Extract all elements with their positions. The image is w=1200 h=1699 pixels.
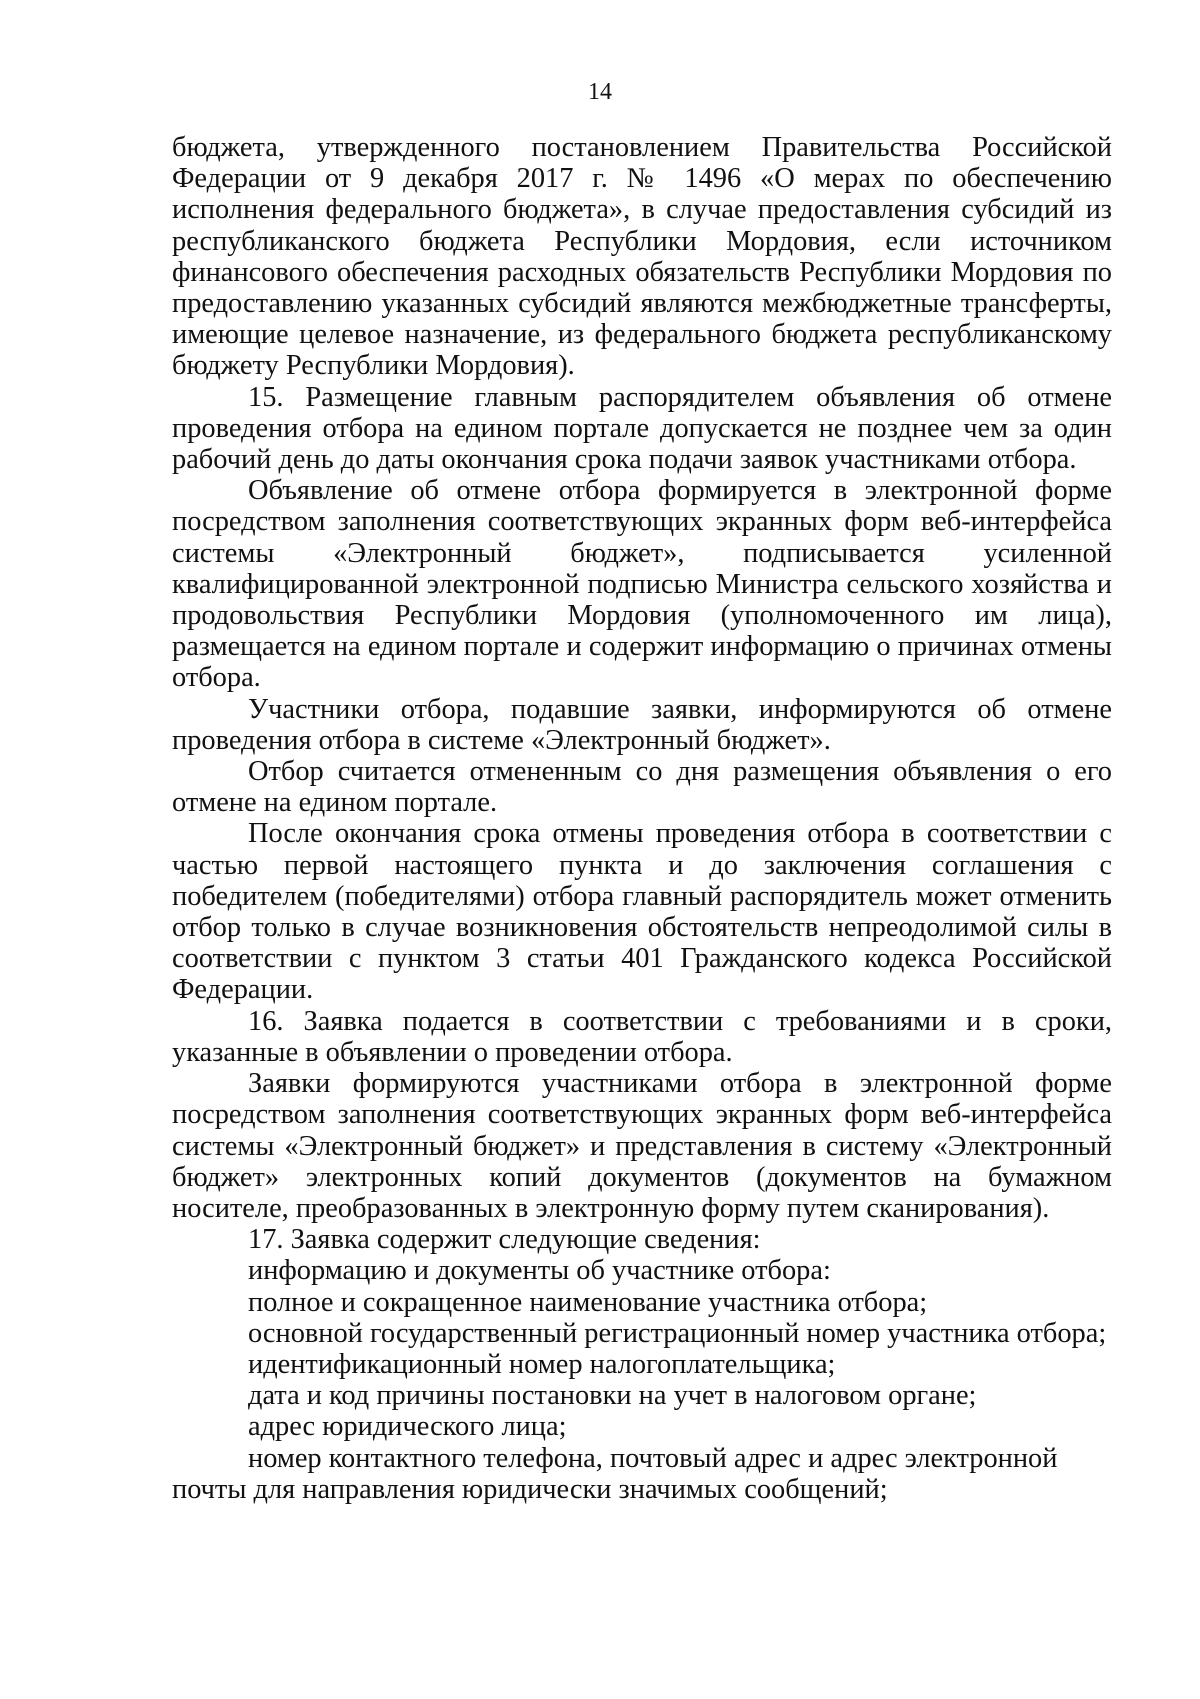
- paragraph-selection-cancelled: Отбор считается отмененным со дня размещения объявления о его отмене на едином портале.: [172, 756, 1112, 819]
- page-number: 14: [588, 79, 612, 105]
- paragraph-item-16: 16. Заявка подается в соответствии с требованиями и в сроки, указанные в объявлении о проведении отбора.: [172, 1005, 1112, 1068]
- list-item-ogrn: основной государственный регистрационный номер участника отбора;: [248, 1317, 1107, 1349]
- paragraph-item-15: 15. Размещение главным распорядителем объявления об отмене проведения отбора на едином портале допускается не позднее чем за один рабочий день до даты окончания срока подачи заявок участниками отбора.: [172, 381, 1112, 476]
- paragraph-participants-informed: Участники отбора, подавшие заявки, информируются об отмене проведения отбора в системе «Электронный бюджет».: [172, 693, 1112, 756]
- paragraph-cancellation-announcement: Объявление об отмене отбора формируется в электронной форме посредством заполнения соответствующих экранных форм веб-интерфейса системы «Электронный бюджет», подписывается усиленной квалифицированной электронной подписью Министра сельского хозяйства и продовольствия Республики Мордовия (уполномоченного им лица), размещается на едином портале и содержит информацию о причинах отмены отбора.: [172, 475, 1112, 694]
- paragraph-item-17: 17. Заявка содержит следующие сведения:: [248, 1224, 761, 1256]
- paragraph-applications-formed: Заявки формируются участниками отбора в электронной форме посредством заполнения соответствующих экранных форм веб-интерфейса системы «Электронный бюджет» и представления в систему «Электронный бюджет» электронных копий документов (документов на бумажном носителе, преобразованных в электронную форму путем сканирования).: [172, 1068, 1112, 1224]
- paragraph-budget-continuation: бюджета, утвержденного постановлением Правительства Российской Федерации от 9 декабря 2017 г. № 1496 «О мерах по обеспечению исполнения федерального бюджета», в случае предоставления субсидий из республиканского бюджета Республики Мордовия, если источником финансового обеспечения расходных обязательств Республики Мордовия по предоставлению указанных субсидий являются межбюджетные трансферты, имеющие целевое назначение, из федерального бюджета республиканскому бюджету Республики Мордовия).: [172, 132, 1112, 382]
- list-item-legal-address: адрес юридического лица;: [248, 1411, 567, 1443]
- list-item-inn: идентификационный номер налогоплательщика;: [248, 1348, 836, 1380]
- list-item-contacts: номер контактного телефона, почтовый адрес и адрес электронной почты для направления юридически значимых сообщений;: [172, 1442, 1058, 1505]
- list-item-full-name: полное и сокращенное наименование участника отбора;: [248, 1286, 928, 1318]
- document-body: [172, 132, 1112, 1505]
- list-item-tax-registration: дата и код причины постановки на учет в налоговом органе;: [248, 1380, 977, 1412]
- list-item-participant-info: информацию и документы об участнике отбора:: [248, 1255, 831, 1287]
- paragraph-force-majeure: После окончания срока отмены проведения отбора в соответствии с частью первой настоящего пункта и до заключения соглашения с победителем (победителями) отбора главный распорядитель может отменить отбор только в случае возникновения обстоятельств непреодолимой силы в соответствии с пунктом 3 статьи 401 Гражданского кодекса Российской Федерации.: [172, 818, 1112, 1006]
